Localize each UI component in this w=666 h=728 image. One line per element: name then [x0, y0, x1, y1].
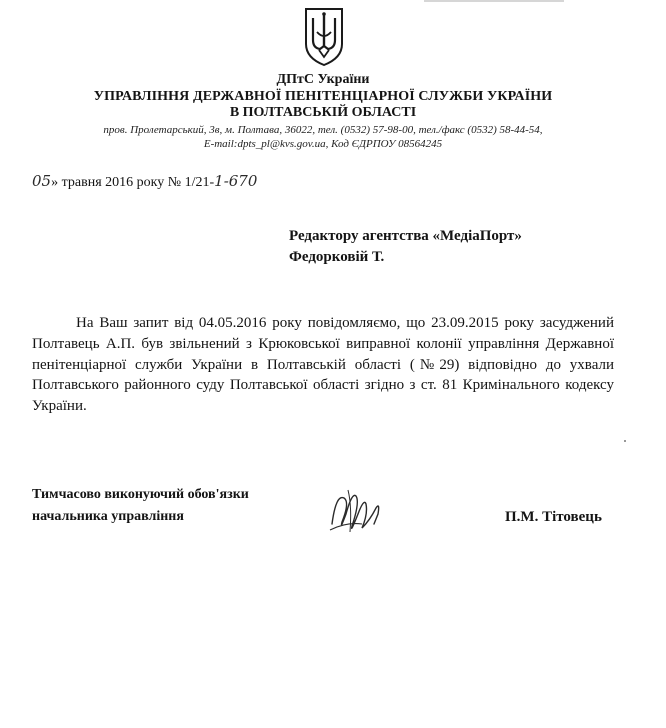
trident-coat-of-arms-icon [303, 6, 345, 68]
org-full-name-line2: В ПОЛТАВСЬКІЙ ОБЛАСТІ [229, 105, 417, 120]
signatory-position-line1: Тимчасово виконуючий обов'язки [32, 487, 249, 502]
signatory-position-line2: начальника управління [32, 509, 184, 524]
signatory-name: П.М. Тітовець [505, 509, 602, 525]
letter-date-reference [32, 172, 257, 191]
scan-artifact [424, 0, 564, 2]
body-text: На Ваш запит від 04.05.2016 року повідомляємо, що 23.09.2015 року засуджений Полтавець А.П. був звільнений з Крюковської виправної колонії управління Державної пенітенціарної служби України в Полтавській області (№29) відповідно до ухвали Полтавського районного суду Полтавської області згідно з ст. 81 Кримінального кодексу України. [32, 315, 614, 415]
date-month-year-number: » травня 2016 року № 1/21- [51, 175, 215, 190]
org-address-line1: пров. Пролетарський, 3в, м. Полтава, 36022, тел. (0532) 57-98-00, тел./факс (0532) 58-44-54, [103, 124, 543, 136]
letter-body-paragraph [32, 313, 614, 417]
handwritten-signature-icon [326, 484, 390, 538]
org-full-name-line1: УПРАВЛІННЯ ДЕРЖАВНОЇ ПЕНІТЕНЦІАРНОЇ СЛУЖБИ УКРАЇНИ [93, 89, 553, 104]
handwritten-ref-suffix: 1-670 [214, 172, 258, 190]
scan-speck [624, 440, 626, 442]
handwritten-day: 05 [32, 172, 52, 190]
recipient-line1: Редактору агентства «МедіаПорт» [289, 228, 522, 244]
org-short-name: ДПтС України [276, 72, 370, 87]
org-address-line2: E-mail:dpts_pl@kvs.gov.ua, Код ЄДРПОУ 08564245 [203, 138, 443, 150]
recipient-line2: Федорковій Т. [289, 249, 385, 265]
